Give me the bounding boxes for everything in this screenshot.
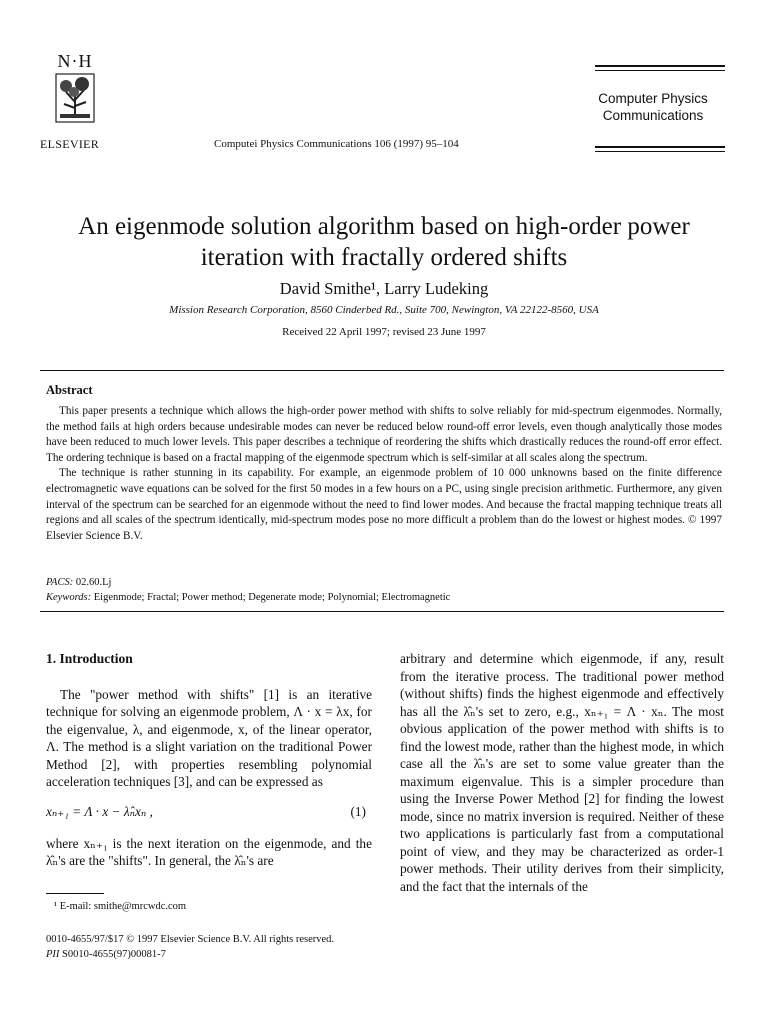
pacs-value: 02.60.Lj xyxy=(73,577,112,588)
journal-name xyxy=(578,90,728,124)
equation-text: xₙ₊₁ = Λ · x − λ̂ₙxₙ , xyxy=(46,803,153,819)
pii-line xyxy=(46,949,166,960)
pii-label: PII xyxy=(46,949,60,960)
paper-title xyxy=(40,211,728,273)
title-line: An eigenmode solution algorithm based on high-order power xyxy=(78,213,690,240)
authors: David Smithe¹, Larry Ludeking xyxy=(279,279,489,298)
publisher-logo xyxy=(40,52,110,124)
abstract-top-rule xyxy=(40,370,724,371)
header-rule xyxy=(595,151,725,152)
section-heading: 1. Introduction xyxy=(46,651,133,666)
abstract-paragraph: This paper presents a technique which allows the high-order power method with shifts to solve reliably for mid-spectrum eigenmodes. Normally, the method fails at high orders because undesirable modes can never be reduced below round-off error levels, even though analytically those modes have been reduced to much lower levels. This paper describes a technique of reordering the shifts which drastically reduces the round-off error effect. The ordering technique is based on a fractal mapping of the eigenmode spectrum which is self-similar at all scales along the spectrum. xyxy=(46,405,722,464)
equation-number: (1) xyxy=(350,803,366,819)
keywords-value: Eigenmode; Fractal; Power method; Degenerate mode; Polynomial; Electromagnetic xyxy=(91,592,451,603)
body-paragraph: arbitrary and determine which eigenmode, if any, result from the iterative process. The traditional power method (without shifts) finds the highest eigenmode and effectively has all the λ̂ₙ's set to zero, e.g., xₙ₊₁ = Λ · xₙ. The most obvious application of the power method with shifts is to find the lowest mode, rather than the highest mode, in which case all the λ̂ₙ's are set to some value greater than the maximum eigenvalue. This is a simpler procedure than using the Inverse Power Method [2] for finding the lowest mode, since no matrix inversion is required. Neither of these two applications is particularly fast from a computational point of view, and they may be characterized as order-1 power methods. Their utility derives from their simplicity, and the fact that the internals of the xyxy=(400,651,724,894)
pacs-label: PACS: xyxy=(46,577,74,588)
logo-text: N·H xyxy=(57,51,93,71)
header-rule xyxy=(595,70,725,71)
abstract-body xyxy=(46,404,722,544)
abstract-paragraph: The technique is rather stunning in its capability. For example, an eigenmode problem of 10 000 unknowns based on the finite difference electromagnetic wave equations can be solved for the first 50 modes in a few hours on a PC, using single precision arithmetic. Furthermore, any given interval of the spectrum can be searched for an eigenmode without the need to find lower modes. And because the fractal mapping technique treats all regions and all scales of the spectrum identically, mid-spectrum modes pose no more difficult a problem than do the lowest or highest modes. © 1997 Elsevier Science B.V. xyxy=(46,467,722,542)
footnote: ¹ E-mail: smithe@mrcwdc.com xyxy=(54,901,187,912)
right-column xyxy=(400,650,724,895)
abstract-bottom-rule xyxy=(40,611,724,612)
footnote-rule xyxy=(46,893,104,894)
body-paragraph: where xₙ₊₁ is the next iteration on the eigenmode, and the λ̂ₙ's are the "shifts". In general, the λ̂ₙ's are xyxy=(46,835,372,868)
affiliation: Mission Research Corporation, 8560 Cinderbed Rd., Suite 700, Newington, VA 22122-8560, USA xyxy=(169,304,599,316)
title-line: iteration with fractally ordered shifts xyxy=(200,244,568,271)
keywords-line xyxy=(46,592,450,603)
keywords-label: Keywords: xyxy=(46,592,92,603)
pii-value: S0010-4655(97)00081-7 xyxy=(59,949,166,960)
copyright-line: 0010-4655/97/$17 © 1997 Elsevier Science B.V. All rights reserved. xyxy=(46,934,335,945)
publisher-name: ELSEVIER xyxy=(40,137,100,151)
header-rule xyxy=(595,65,725,67)
abstract-heading: Abstract xyxy=(46,383,93,397)
pacs-line xyxy=(46,577,111,588)
received-dates: Received 22 April 1997; revised 23 June 1997 xyxy=(282,326,486,338)
header-rule xyxy=(595,146,725,148)
body-paragraph: The "power method with shifts" [1] is an iterative technique for solving an eigenmode problem, Λ · x = λx, for the eigenvalue, λ, and eigenmode, x, of the linear operator, Λ. The method is a slight variation on the traditional Power Method [2], with properties resembling polynomial acceleration techniques [3], and can be expressed as xyxy=(46,686,372,789)
elsevier-tree-icon xyxy=(54,72,96,124)
journal-name-line: Computer Physics xyxy=(598,91,708,106)
journal-citation: Computei Physics Communications 106 (1997) 95–104 xyxy=(214,138,459,150)
journal-name-line: Communications xyxy=(602,108,704,123)
left-column xyxy=(46,650,372,870)
equation xyxy=(46,803,372,821)
